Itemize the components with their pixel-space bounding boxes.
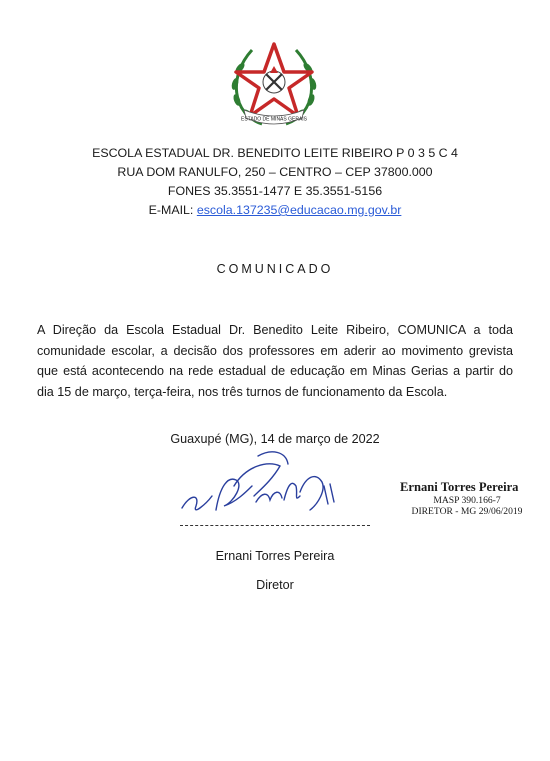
coat-of-arms-icon <box>222 36 326 132</box>
signature-scribble <box>176 446 356 530</box>
school-address: RUA DOM RANULFO, 250 – CENTRO – CEP 37800.000 <box>117 165 433 179</box>
handwritten-signature <box>176 446 356 530</box>
stamp-role: DIRETOR - MG 29/06/2019 <box>411 506 523 517</box>
announcement-body: A Direção da Escola Estadual Dr. Benedito Leite Ribeiro, COMUNICA a toda comunidade escolar, a decisão dos professores em aderir ao movimento grevista que está acontecendo na rede estadual de educação em Minas Gerias a partir do dia 15 de março, terça-feira, nos três turnos de funcionamento da Escola. <box>37 323 513 399</box>
email-link[interactable]: escola.137235@educacao.mg.gov.br <box>196 203 402 217</box>
svg-text:ESTADO DE MINAS GERAIS: ESTADO DE MINAS GERAIS <box>240 116 308 123</box>
school-email-line <box>0 201 550 220</box>
document-title: COMUNICADO <box>216 262 334 276</box>
email-label: E-MAIL: <box>148 203 194 217</box>
place-and-date: Guaxupé (MG), 14 de março de 2022 <box>170 432 380 446</box>
signer-role: Diretor <box>256 578 294 592</box>
stamp-name: Ernani Torres Pereira <box>400 480 519 494</box>
signer-name: Ernani Torres Pereira <box>215 549 335 563</box>
signature-line <box>180 525 370 526</box>
state-coat-of-arms <box>222 36 326 132</box>
school-phones: FONES 35.3551-1477 E 35.3551-5156 <box>167 184 383 198</box>
official-stamp <box>400 480 528 517</box>
school-name: ESCOLA ESTADUAL DR. BENEDITO LEITE RIBEIRO P 0 3 5 C 4 <box>92 146 458 160</box>
stamp-masp: MASP 390.166-7 <box>433 495 501 506</box>
